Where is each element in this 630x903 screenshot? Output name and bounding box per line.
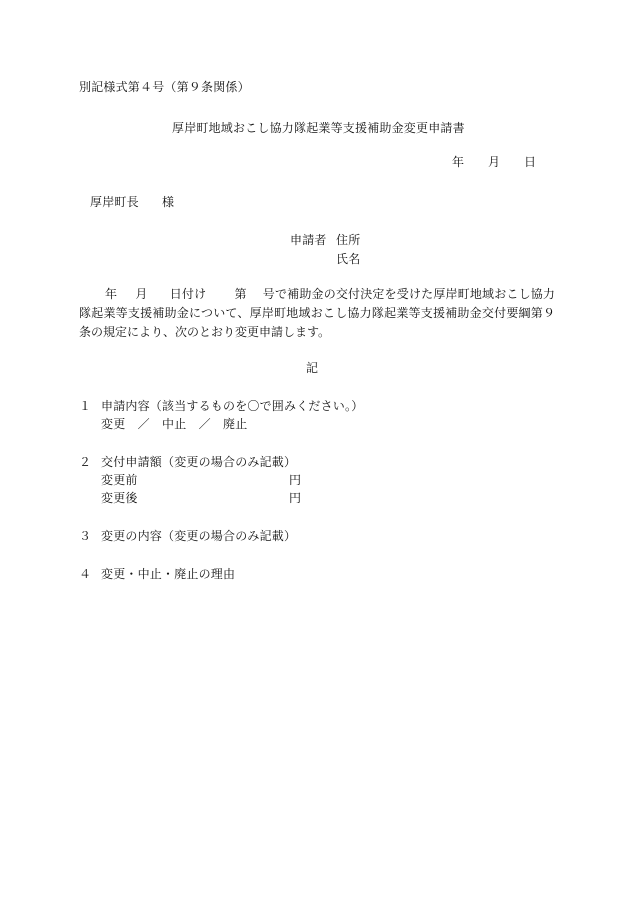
- body-text: 号で補助金の交付決定を受けた厚岸町地域おこし協力隊起業等支援補助金について、厚岸町地域おこし協力隊起業等支援補助金交付要綱第９条の規定により、次のとおり変更申請します。: [79, 287, 555, 339]
- item-1-label: 申請内容（該当するものを〇で囲みください。）: [101, 399, 364, 413]
- item-3-number: ３: [79, 529, 92, 543]
- date-year: 年: [452, 155, 465, 169]
- item-3-label: 変更の内容（変更の場合のみ記載）: [101, 529, 297, 543]
- applicant-label: 申請者: [290, 233, 327, 247]
- body-paragraph: [79, 285, 555, 342]
- body-dated: 日付け: [169, 287, 207, 301]
- item-4-label: 変更・中止・廃止の理由: [101, 567, 236, 581]
- date-month: 月: [488, 155, 501, 169]
- date-day: 日: [524, 155, 537, 169]
- applicant-name-label: 氏名: [336, 252, 361, 266]
- addressee-name: 厚岸町長: [90, 195, 139, 209]
- form-label: 別記様式第４号（第９条関係）: [79, 80, 250, 94]
- item-2-after-label: 変更後: [101, 491, 138, 505]
- body-number-prefix: 第: [234, 287, 247, 301]
- body-year: 年: [105, 287, 118, 301]
- applicant-address-label: 住所: [336, 233, 361, 247]
- document-title: 厚岸町地域おこし協力隊起業等支援補助金変更申請書: [172, 121, 465, 135]
- item-2-number: ２: [79, 455, 92, 469]
- item-4-number: ４: [79, 567, 92, 581]
- item-2-before-label: 変更前: [101, 473, 138, 487]
- item-2-before-yen: 円: [289, 473, 302, 487]
- addressee-honorific: 様: [162, 195, 175, 209]
- ki-heading: 記: [306, 361, 319, 375]
- item-1-options: 変更 ／ 中止 ／ 廃止: [101, 417, 248, 431]
- body-month: 月: [135, 287, 148, 301]
- item-2-label: 交付申請額（変更の場合のみ記載）: [101, 455, 297, 469]
- item-1-number: １: [79, 399, 92, 413]
- item-2-after-yen: 円: [289, 491, 302, 505]
